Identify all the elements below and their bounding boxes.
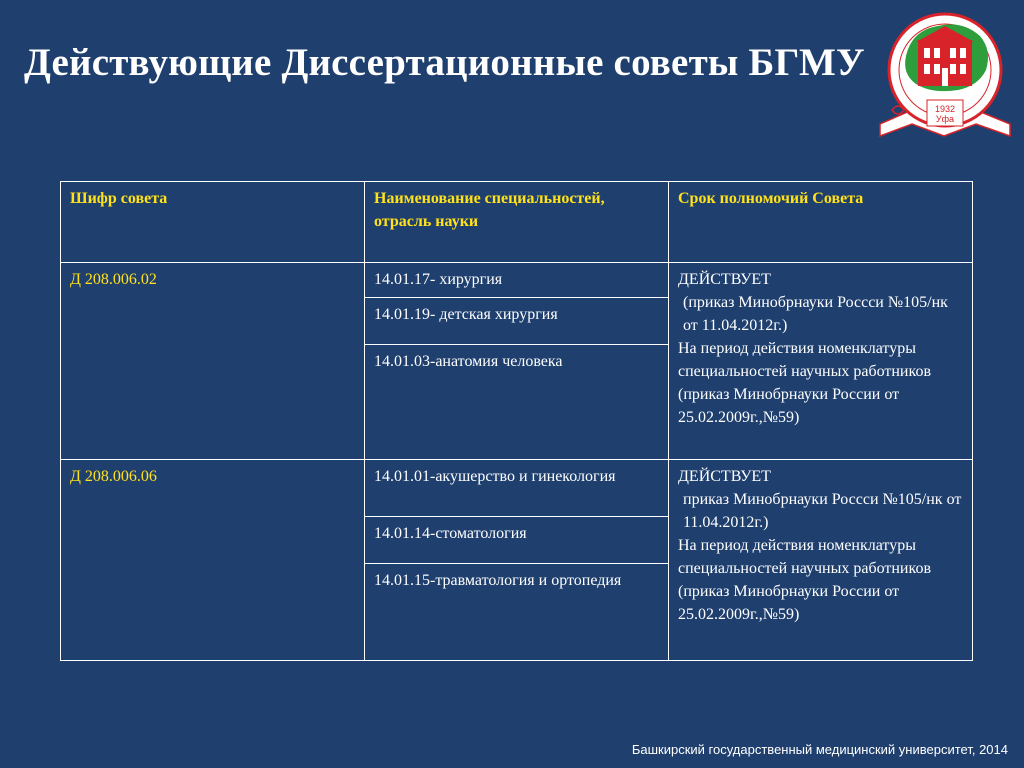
slide-footer: Башкирский государственный медицинский университет, 2014	[631, 742, 1008, 757]
header-term: Срок полномочий Совета	[669, 182, 973, 263]
term-period: На период действия номенклатуры специальностей научных работников (приказ Минобрнауки России от 25.02.2009г.,№59)	[678, 537, 932, 623]
logo-year: 1932	[934, 104, 956, 114]
councils-table	[60, 181, 973, 661]
specialty-cell: 14.01.17- хирургия	[365, 263, 669, 298]
council-code: Д 208.006.02	[61, 263, 365, 460]
header-specialties: Наименование специальностей, отрасль науки	[365, 182, 669, 263]
header-code: Шифр совета	[61, 182, 365, 263]
specialty-cell: 14.01.03-анатомия человека	[365, 345, 669, 460]
term-period: На период действия номенклатуры специальностей научных работников (приказ Минобрнауки России от 25.02.2009г.,№59)	[678, 340, 932, 426]
term-order: (приказ Минобрнауки Россси №105/нк от 11.04.2012г.)	[683, 294, 948, 334]
logo-city: Уфа	[935, 114, 955, 124]
table-row	[61, 263, 973, 298]
specialty-cell: 14.01.14-стоматология	[365, 517, 669, 564]
term-status: ДЕЙСТВУЕТ	[678, 468, 771, 485]
table-row	[61, 460, 973, 517]
specialty-cell: 14.01.01-акушерство и гинекология	[365, 460, 669, 517]
council-code: Д 208.006.06	[61, 460, 365, 661]
specialty-cell: 14.01.15-травматология и ортопедия	[365, 564, 669, 661]
specialty-cell: 14.01.19- детская хирургия	[365, 298, 669, 345]
council-term	[669, 460, 973, 661]
slide-title: Действующие Диссертационные советы БГМУ	[24, 41, 865, 84]
university-logo	[872, 6, 1018, 146]
term-order: приказ Минобрнауки Россси №105/нк от 11.04.2012г.)	[683, 491, 962, 531]
term-status: ДЕЙСТВУЕТ	[678, 271, 771, 288]
table-header-row	[61, 182, 973, 263]
council-term	[669, 263, 973, 460]
